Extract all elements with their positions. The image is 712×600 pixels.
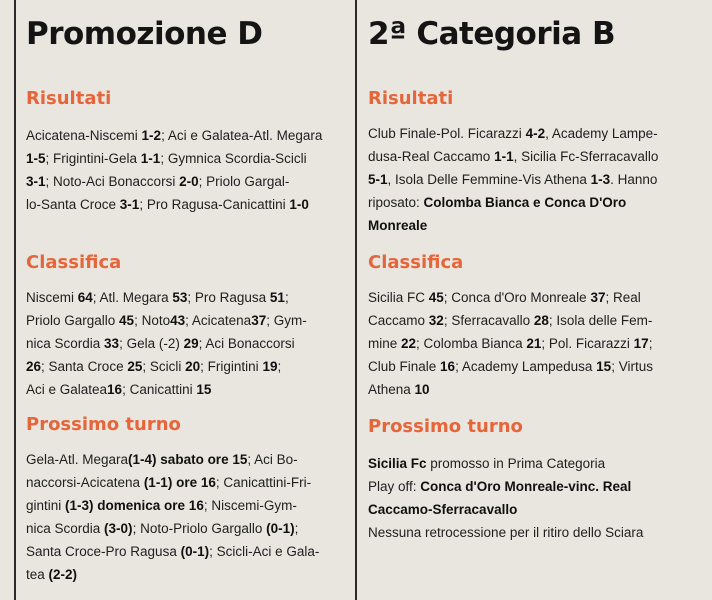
bold-text: 32 [428, 313, 444, 328]
text-span: Nessuna retrocessione per il ritiro dello Sciara [368, 525, 644, 540]
text-span: , Academy Lampe- [545, 126, 658, 141]
bold-text: 1-0 [289, 197, 309, 212]
bold-text: 10 [414, 382, 430, 397]
text-span: ; Sferracavallo [443, 313, 534, 328]
bold-text: 64 [77, 290, 93, 305]
text-span: ; Virtus [611, 359, 653, 374]
text-span: ; Noto [134, 313, 171, 328]
bold-text: Conca d'Oro Monreale-vinc. Real [420, 479, 632, 494]
standings-text [368, 286, 653, 401]
bold-text: 28 [533, 313, 549, 328]
bold-text: 22 [401, 336, 417, 351]
text-line [26, 193, 322, 216]
text-line [368, 475, 643, 498]
text-span: ; Colomba Bianca [416, 336, 527, 351]
text-span: Gela-Atl. Megara [26, 452, 129, 467]
text-span: Aci e Galatea [26, 382, 108, 397]
section-title: Promozione D [26, 16, 263, 52]
text-span: ; Acicatena [185, 313, 252, 328]
text-span: ; Real [605, 290, 641, 305]
text-span: mine [368, 336, 402, 351]
text-span: ; [294, 521, 299, 536]
text-line [26, 378, 307, 401]
text-line [26, 494, 319, 517]
bold-text: 45 [428, 290, 444, 305]
next-round-text [26, 448, 319, 586]
bold-text: 1-1 [494, 149, 514, 164]
bold-text: 25 [127, 359, 143, 374]
bold-text: 15 [196, 382, 212, 397]
bold-text: 26 [26, 359, 42, 374]
bold-text: Sicilia Fc [368, 456, 427, 471]
text-span: Priolo Gargallo [26, 313, 120, 328]
text-span: ; Academy Lampedusa [455, 359, 597, 374]
results-text [368, 122, 658, 237]
text-line [26, 448, 319, 471]
text-span: ; Aci Bonaccorsi [198, 336, 295, 351]
text-line [26, 332, 307, 355]
bold-text: (3-0) [104, 521, 133, 536]
text-span: ; Gym- [266, 313, 307, 328]
bold-text: Monreale [368, 218, 428, 233]
text-span: , Sicilia Fc-Sferracavallo [513, 149, 659, 164]
bold-text: 20 [185, 359, 201, 374]
bold-text: 2-0 [179, 174, 199, 189]
column-rule-middle [355, 0, 357, 600]
bold-text: 1-1 [140, 151, 161, 166]
text-span: tea [26, 567, 49, 582]
bold-text: Caccamo-Sferracavallo [368, 502, 518, 517]
text-span: ; Scicli-Aci e Gala- [209, 544, 320, 559]
text-span: Caccamo [368, 313, 429, 328]
bold-text: (1-4) sabato ore 15 [128, 452, 248, 467]
text-span: ; Niscemi-Gym- [203, 498, 297, 513]
bold-text: 5-1 [368, 172, 388, 187]
bold-text: 33 [104, 336, 120, 351]
text-line [26, 563, 319, 586]
text-span: Acicatena-Niscemi [26, 128, 142, 143]
text-span: Play off: [368, 479, 421, 494]
text-span: lo-Santa Croce [26, 197, 120, 212]
bold-text: 1-2 [141, 128, 162, 143]
text-span: ; Conca d'Oro Monreale [443, 290, 591, 305]
bold-text: 21 [526, 336, 542, 351]
text-line [368, 214, 658, 237]
text-line [368, 498, 643, 521]
bold-text: 45 [119, 313, 135, 328]
text-span: ; Canicattini-Fri- [215, 475, 312, 490]
text-line [26, 124, 322, 147]
text-span: ; Noto-Aci Bonaccorsi [45, 174, 180, 189]
bold-text: 37 [590, 290, 606, 305]
text-span: ; Noto-Priolo Gargallo [132, 521, 267, 536]
bold-text: 53 [172, 290, 188, 305]
text-span: riposato: [368, 195, 424, 210]
text-line [368, 122, 658, 145]
text-span: promosso in Prima Categoria [426, 456, 606, 471]
section-title: 2ª Categoria B [368, 16, 616, 52]
bold-text: (2-2) [48, 567, 78, 582]
text-span: ; Aci e Galatea-Atl. Megara [161, 128, 323, 143]
text-line [26, 286, 307, 309]
text-span: ; Canicattini [122, 382, 197, 397]
text-span: ; Priolo Gargal- [198, 174, 290, 189]
results-heading: Risultati [368, 88, 454, 109]
text-line [26, 517, 319, 540]
bold-text: (1-1) ore 16 [143, 475, 216, 490]
text-span: dusa-Real Caccamo [368, 149, 495, 164]
column-rule-left [14, 0, 16, 600]
text-span: ; Pro Ragusa [187, 290, 270, 305]
text-span: , Isola Delle Femmine-Vis Athena [387, 172, 591, 187]
text-span: ; Gela (-2) [119, 336, 184, 351]
bold-text: (1-3) domenica ore 16 [65, 498, 204, 513]
text-line [368, 145, 658, 168]
text-span: Club Finale [368, 359, 441, 374]
bold-text: 3-1 [26, 174, 46, 189]
text-line [368, 452, 643, 475]
bold-text: 19 [262, 359, 278, 374]
text-span: Club Finale-Pol. Ficarazzi [368, 126, 526, 141]
bold-text: 16 [107, 382, 123, 397]
text-line [368, 286, 653, 309]
bold-text: 1-5 [26, 151, 46, 166]
text-span: ; Pol. Ficarazzi [541, 336, 634, 351]
bold-text: (0-1) [266, 521, 295, 536]
text-span: ; Pro Ragusa-Canicattini [139, 197, 290, 212]
text-line [368, 168, 658, 191]
text-span: ; Gymnica Scordia-Scicli [160, 151, 307, 166]
text-span: Athena [368, 382, 415, 397]
text-line [26, 309, 307, 332]
text-span: Sicilia FC [368, 290, 429, 305]
bold-text: 29 [183, 336, 199, 351]
next-round-heading: Prossimo turno [368, 416, 523, 437]
results-text [26, 124, 322, 216]
results-heading: Risultati [26, 88, 112, 109]
text-line [368, 355, 653, 378]
text-span: . Hanno [610, 172, 658, 187]
bold-text: 16 [440, 359, 456, 374]
text-span: ; Frigintini-Gela [45, 151, 141, 166]
text-line [368, 521, 643, 544]
bold-text: 4-2 [525, 126, 546, 141]
text-line [26, 540, 319, 563]
text-span: ; Frigintini [200, 359, 263, 374]
bold-text: Colomba Bianca e Conca D'Oro [423, 195, 627, 210]
text-span: ; Aci Bo- [247, 452, 298, 467]
next-round-heading: Prossimo turno [26, 414, 181, 435]
standings-heading: Classifica [26, 252, 122, 273]
bold-text: 43 [170, 313, 186, 328]
text-span: nica Scordia [26, 336, 105, 351]
text-span: ; [648, 336, 653, 351]
text-line [26, 147, 322, 170]
bold-text: 51 [269, 290, 285, 305]
text-line [368, 191, 658, 214]
text-line [26, 355, 307, 378]
text-span: ; [284, 290, 289, 305]
bold-text: 15 [596, 359, 612, 374]
text-line [368, 332, 653, 355]
text-line [26, 170, 322, 193]
standings-text [26, 286, 307, 401]
text-span: naccorsi-Acicatena [26, 475, 144, 490]
next-round-text [368, 452, 643, 544]
text-span: ; Scicli [142, 359, 186, 374]
bold-text: 37 [251, 313, 267, 328]
text-line [368, 378, 653, 401]
text-span: Niscemi [26, 290, 78, 305]
text-span: Santa Croce-Pro Ragusa [26, 544, 181, 559]
bold-text: 17 [633, 336, 649, 351]
bold-text: 3-1 [119, 197, 140, 212]
bold-text: 1-3 [590, 172, 611, 187]
text-span: ; Atl. Megara [92, 290, 173, 305]
text-span: ; [277, 359, 282, 374]
text-span: nica Scordia [26, 521, 105, 536]
text-span: ; Santa Croce [41, 359, 128, 374]
text-line [26, 471, 319, 494]
standings-heading: Classifica [368, 252, 464, 273]
bold-text: (0-1) [180, 544, 210, 559]
text-line [368, 309, 653, 332]
text-span: gintini [26, 498, 66, 513]
text-span: ; Isola delle Fem- [548, 313, 653, 328]
